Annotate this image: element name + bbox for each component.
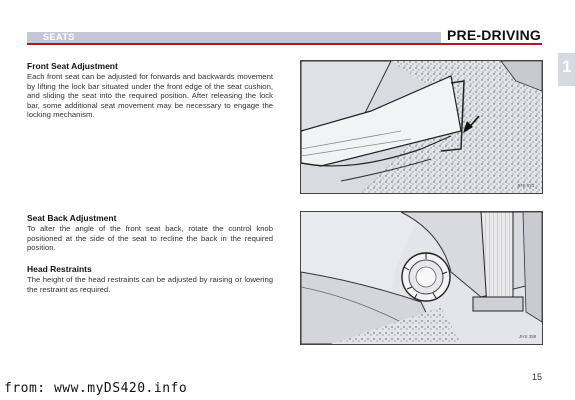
seat-back-heading: Seat Back Adjustment <box>27 213 117 223</box>
page-title: PRE-DRIVING <box>447 27 541 43</box>
page-number: 15 <box>532 372 543 382</box>
section-band <box>27 32 441 43</box>
front-seat-heading: Front Seat Adjustment <box>27 61 118 71</box>
chapter-tab-number: 1 <box>562 57 572 76</box>
recline-knob-illustration <box>300 211 543 345</box>
source-watermark: from: www.myDS420.info <box>4 381 188 396</box>
lock-bar-illustration <box>300 60 543 194</box>
figure-2-code: JHS 358 <box>519 334 537 339</box>
figure-1-code: JHS 673 <box>517 183 535 188</box>
section-label: SEATS <box>43 32 75 42</box>
head-restraints-text: The height of the head restraints can be adjusted by raising or lowering the restraint as required. <box>27 275 273 294</box>
front-seat-text: Each front seat can be adjusted for forwards and backwards movement by lifting the lock bar situated under the front edge of the seat cushion, and sliding the seat into the required position. After releasing the lock bar, some additional seat movement may be necessary to engage the locking mechanism. <box>27 72 273 120</box>
seat-back-text: To alter the angle of the front seat back, rotate the control knob positioned at the side of the seat to recline the back in the required position. <box>27 224 273 253</box>
head-restraints-heading: Head Restraints <box>27 264 92 274</box>
chapter-tab <box>558 53 575 86</box>
header-rule <box>27 43 542 45</box>
